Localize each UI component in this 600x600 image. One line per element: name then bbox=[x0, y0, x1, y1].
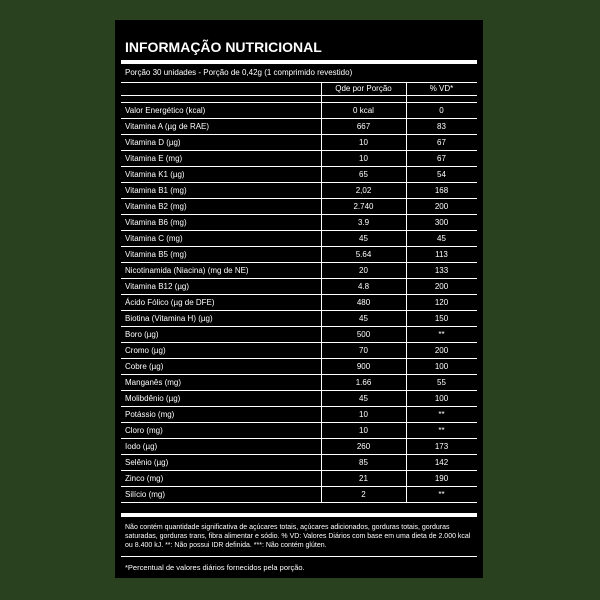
nutrient-qty-cell: 480 bbox=[356, 298, 371, 307]
nutrient-vd-cell: 55 bbox=[437, 378, 446, 387]
nutrient-qty-cell: 5.64 bbox=[355, 250, 372, 259]
nutrient-name-cell: Vitamina K1 (µg) bbox=[125, 170, 185, 179]
table-row bbox=[121, 343, 477, 359]
nutrient-qty-cell: 500 bbox=[356, 330, 371, 339]
table-row bbox=[121, 119, 477, 135]
table-header-row bbox=[121, 83, 477, 96]
nutrient-name-cell: Silício (mg) bbox=[125, 490, 166, 499]
nutrient-name-cell: Nicotinamida (Niacina) (mg de NE) bbox=[125, 266, 249, 275]
nutrition-table bbox=[121, 83, 477, 503]
nutrient-vd-cell: 200 bbox=[434, 202, 449, 211]
nutrient-name-cell: Cloro (mg) bbox=[125, 426, 163, 435]
header-name-cell bbox=[125, 83, 321, 95]
table-row bbox=[121, 407, 477, 423]
table-row bbox=[121, 167, 477, 183]
table-row bbox=[121, 247, 477, 263]
nutrient-vd-cell: 150 bbox=[434, 314, 449, 323]
nutrient-vd-cell: 120 bbox=[434, 298, 449, 307]
nutrient-name-cell: Vitamina B6 (mg) bbox=[125, 218, 187, 227]
table-row bbox=[121, 295, 477, 311]
nutrient-name-cell: Vitamina B1 (mg) bbox=[125, 186, 187, 195]
nutrition-title: INFORMAÇÃO NUTRICIONAL bbox=[125, 39, 322, 55]
nutrient-qty-cell: 260 bbox=[356, 442, 371, 451]
table-row bbox=[121, 391, 477, 407]
nutrient-name-cell: Vitamina C (mg) bbox=[125, 234, 183, 243]
table-row bbox=[121, 423, 477, 439]
table-row bbox=[121, 263, 477, 279]
nutrient-vd-cell: 200 bbox=[434, 346, 449, 355]
nutrition-facts-panel bbox=[115, 20, 483, 578]
nutrient-qty-cell: 10 bbox=[359, 426, 368, 435]
nutrient-name-cell: Vitamina D (µg) bbox=[125, 138, 181, 147]
table-row bbox=[121, 199, 477, 215]
nutrient-name-cell: Biotina (Vitamina H) (µg) bbox=[125, 314, 213, 323]
nutrient-name-cell: Zinco (mg) bbox=[125, 474, 164, 483]
nutrient-name-cell: Vitamina B2 (mg) bbox=[125, 202, 187, 211]
nutrient-vd-cell: 67 bbox=[437, 138, 446, 147]
nutrient-name-cell: Selênio (µg) bbox=[125, 458, 169, 467]
nutrient-vd-cell: 113 bbox=[435, 250, 448, 259]
nutrient-vd-cell: 67 bbox=[437, 154, 446, 163]
nutrient-name-cell: Molibdênio (µg) bbox=[125, 394, 181, 403]
nutrient-vd-cell: ** bbox=[438, 330, 445, 339]
header-vd: % VD* bbox=[429, 84, 454, 93]
nutrient-vd-cell: 100 bbox=[434, 362, 449, 371]
table-row bbox=[121, 455, 477, 471]
nutrient-name-cell: Manganês (mg) bbox=[125, 378, 182, 387]
nutrient-name-cell: Potássio (mg) bbox=[125, 410, 175, 419]
nutrient-qty-cell: 45 bbox=[359, 394, 368, 403]
nutrient-name-cell: Iodo (µg) bbox=[125, 442, 158, 451]
nutrient-name-cell: Vitamina B12 (µg) bbox=[125, 282, 190, 291]
table-row bbox=[121, 279, 477, 295]
table-row bbox=[121, 103, 477, 119]
nutrient-name-cell: Valor Energético (kcal) bbox=[125, 106, 206, 115]
nutrient-vd-cell: 300 bbox=[434, 218, 449, 227]
nutrient-qty-cell: 2,02 bbox=[355, 186, 372, 195]
nutrient-vd-cell: 173 bbox=[434, 442, 449, 451]
table-row bbox=[121, 311, 477, 327]
nutrient-vd-cell: ** bbox=[438, 410, 445, 419]
nutrient-name-cell: Vitamina E (mg) bbox=[125, 154, 183, 163]
nutrient-qty-cell: 45 bbox=[359, 314, 368, 323]
nutrient-name-cell: Cobre (µg) bbox=[125, 362, 164, 371]
nutrient-qty-cell: 2 bbox=[361, 490, 366, 499]
nutrient-vd-cell: 54 bbox=[437, 170, 446, 179]
nutrient-vd-cell: 133 bbox=[434, 266, 449, 275]
nutrient-qty-cell: 70 bbox=[359, 346, 368, 355]
table-row bbox=[121, 487, 477, 503]
nutrient-qty-cell: 0 kcal bbox=[353, 106, 374, 115]
nutrient-vd-cell: 168 bbox=[434, 186, 449, 195]
nutrient-vd-cell: 0 bbox=[439, 106, 444, 115]
nutrient-vd-cell: ** bbox=[438, 490, 445, 499]
header-spacer-row bbox=[121, 96, 477, 103]
nutrient-name-cell: Vitamina A (µg de RAE) bbox=[125, 122, 210, 131]
table-row bbox=[121, 151, 477, 167]
nutrient-qty-cell: 3.9 bbox=[357, 218, 370, 227]
table-row bbox=[121, 215, 477, 231]
table-row bbox=[121, 471, 477, 487]
nutrient-qty-cell: 85 bbox=[359, 458, 368, 467]
nutrient-vd-cell: 190 bbox=[434, 474, 449, 483]
table-row bbox=[121, 183, 477, 199]
nutrient-qty-cell: 20 bbox=[359, 266, 368, 275]
nutrient-qty-cell: 21 bbox=[359, 474, 368, 483]
table-row bbox=[121, 359, 477, 375]
table-row bbox=[121, 231, 477, 247]
nutrient-qty-cell: 4.8 bbox=[357, 282, 370, 291]
nutrient-qty-cell: 65 bbox=[359, 170, 368, 179]
table-row bbox=[121, 135, 477, 151]
nutrient-qty-cell: 2.740 bbox=[353, 202, 374, 211]
table-row bbox=[121, 439, 477, 455]
nutrient-vd-cell: 200 bbox=[434, 282, 449, 291]
table-row bbox=[121, 327, 477, 343]
nutrient-name-cell: Cromo (µg) bbox=[125, 346, 166, 355]
table-row bbox=[121, 375, 477, 391]
nutrient-qty-cell: 45 bbox=[359, 234, 368, 243]
nutrition-note: Não contém quantidade significativa de açúcares totais, açúcares adicionados, gorduras totais, gorduras saturadas, gorduras trans, fibra alimentar e sódio. % VD: Valores Diários com base em uma dieta de 2.000 kcal ou 8.400 kJ. **: Não possui IDR definida. ***: Não contém glúten. bbox=[125, 524, 471, 549]
nutrient-vd-cell: 100 bbox=[434, 394, 449, 403]
nutrient-qty-cell: 10 bbox=[359, 154, 368, 163]
vd-footnote: *Percentual de valores diários fornecidos pela porção. bbox=[125, 563, 305, 572]
nutrient-vd-cell: ** bbox=[438, 426, 445, 435]
nutrient-qty-cell: 10 bbox=[359, 410, 368, 419]
nutrient-qty-cell: 1.66 bbox=[355, 378, 372, 387]
nutrient-qty-cell: 667 bbox=[356, 122, 371, 131]
nutrient-name-cell: Boro (µg) bbox=[125, 330, 159, 339]
nutrient-name-cell: Ácido Fólico (µg de DFE) bbox=[125, 298, 215, 307]
nutrient-vd-cell: 45 bbox=[437, 234, 446, 243]
nutrient-name-cell: Vitamina B5 (mg) bbox=[125, 250, 187, 259]
nutrient-vd-cell: 142 bbox=[434, 458, 449, 467]
nutrient-vd-cell: 83 bbox=[437, 122, 446, 131]
nutrient-qty-cell: 900 bbox=[356, 362, 371, 371]
portion-info: Porção 30 unidades - Porção de 0,42g (1 comprimido revestido) bbox=[125, 68, 353, 77]
nutrient-qty-cell: 10 bbox=[359, 138, 368, 147]
header-qty: Qde por Porção bbox=[335, 84, 392, 93]
